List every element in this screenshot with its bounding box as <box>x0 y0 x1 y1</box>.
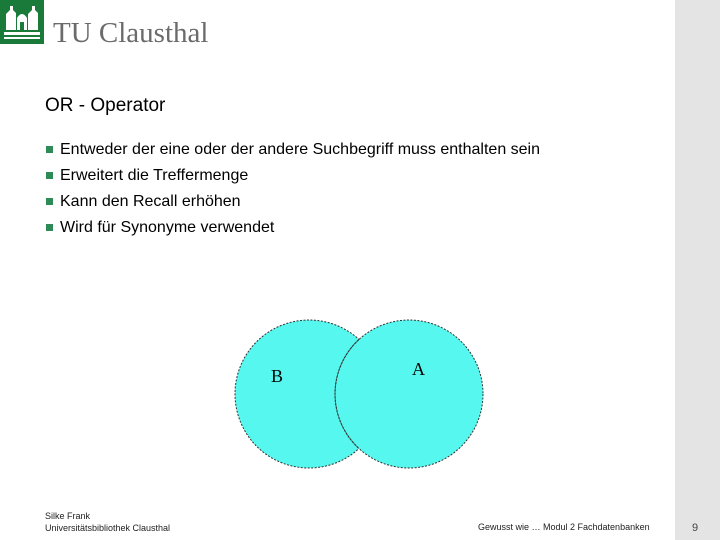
slide-title: OR - Operator <box>45 95 166 116</box>
institution-name: TU Clausthal <box>53 17 209 49</box>
bullet-text: Wird für Synonyme verwendet <box>60 219 275 236</box>
bullet-square-icon <box>46 224 53 231</box>
bullet-text: Erweitert die Treffermenge <box>60 167 249 184</box>
bullet-item <box>45 191 540 217</box>
tu-clausthal-crest-icon <box>0 0 44 44</box>
footer-organization: Universitätsbibliothek Clausthal <box>45 523 171 533</box>
venn-diagram <box>225 318 490 473</box>
bullet-item <box>45 217 540 243</box>
venn-label-a: A <box>412 359 425 379</box>
bullet-item <box>45 165 540 191</box>
footer-author: Silke Frank <box>45 511 91 521</box>
bullet-square-icon <box>46 198 53 205</box>
right-sidebar-band <box>675 0 720 540</box>
bullet-list <box>45 139 540 243</box>
bullet-text: Kann den Recall erhöhen <box>60 193 241 210</box>
page-number: 9 <box>692 522 699 534</box>
bullet-square-icon <box>46 172 53 179</box>
venn-circle-a <box>335 320 483 468</box>
footer-course: Gewusst wie … Modul 2 Fachdatenbanken <box>478 522 650 532</box>
bullet-item <box>45 139 540 165</box>
venn-label-b: B <box>271 366 284 386</box>
footer-author-block <box>45 510 170 534</box>
bullet-text: Entweder der eine oder der andere Suchbegriff muss enthalten sein <box>60 141 541 158</box>
bullet-square-icon <box>46 146 53 153</box>
